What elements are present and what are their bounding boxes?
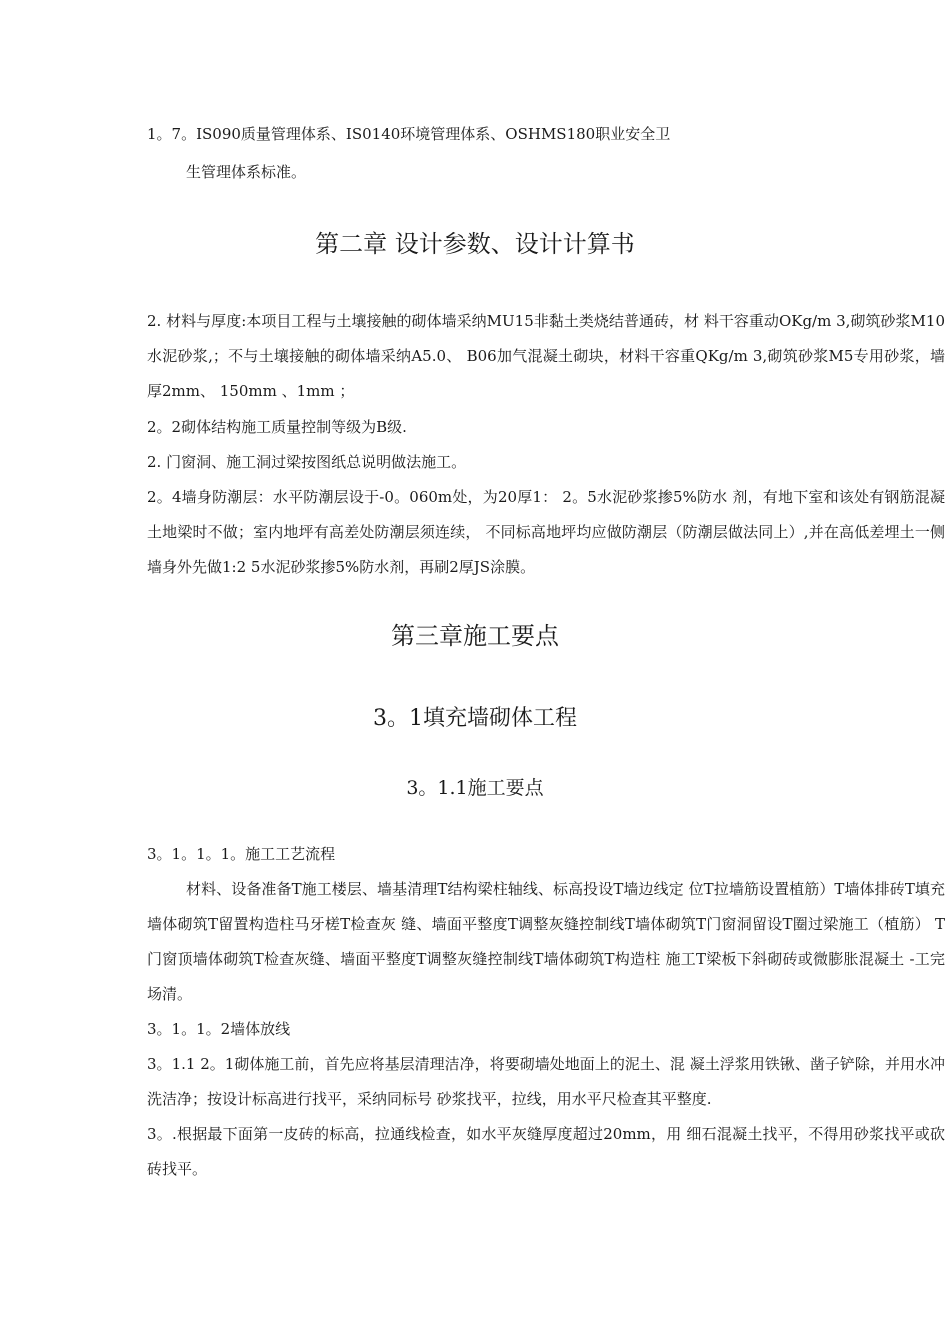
chapter-3-title: 第三章施工要点	[391, 622, 559, 650]
chapter-2-paragraph-lintels: 2. 门窗洞、施工洞过梁按图纸总说明做法施工。	[147, 453, 467, 471]
subsection-3-1-1-title: 3。1.1施工要点	[406, 777, 544, 799]
item-3-1-1-2-title: 3。1。1。2墙体放线	[147, 1020, 291, 1038]
chapter-2-paragraph-materials: 2. 材料与厚度:本项目工程与土壤接触的砌体墙采纳MU15非黏土类烧结普通砖，材 料干容重动OKg/m 3,砌筑砂浆M10水泥砂浆,；不与土壤接触的砌体墙采纳A5.0、 B06加气混凝土砌块，材料干容重QKg/m 3,砌筑砂浆M5专用砂浆，墙厚2mm、 150mm 、1mm ；	[147, 312, 945, 400]
item-3-1-1-1-body: 材料、设备准备T施工楼层、墙基清理T结构梁柱轴线、标高投设T墙边线定 位T拉墙筋设置植筋）T墙体排砖T填充墙体砌筑T留置构造柱马牙槎T检查灰 缝、墙面平整度T调整灰缝控制线T墙体砌筑T门窗洞留设T圈过梁施工（植筋） T门窗顶墙体砌筑T检查灰缝、墙面平整度T调整灰缝控制线T墙体砌筑T构造柱 施工T梁板下斜砌砖或微膨胀混凝土 -工完场清。	[147, 880, 945, 1003]
item-3-1-1-1-title: 3。1。1。1。施工工艺流程	[147, 845, 336, 863]
chapter-2-paragraph-quality: 2。2砌体结构施工质量控制等级为B级.	[147, 418, 407, 436]
section-3-1-title: 3。1填充墙砌体工程	[373, 706, 577, 731]
item-3-1-1-2-body-2: 3。.根据最下面第一皮砖的标高，拉通线检查，如水平灰缝厚度超过20mm，用 细石混凝土找平，不得用砂浆找平或砍砖找平。	[147, 1125, 945, 1178]
chapter-2-paragraph-dampproof: 2。4墙身防潮层：水平防潮层设于-0。060m处，为20厚1： 2。5水泥砂浆掺5%防水 剂，有地下室和该处有钢筋混凝土地梁时不做；室内地坪有高差处防潮层须连续， 不同标高地坪均应做防潮层（防潮层做法同上）,并在高低差埋土一侧墙身外先做1:2 5水泥砂浆掺5%防水剂，再刷2厚JS涂膜。	[147, 488, 945, 576]
intro-line-1: 1。7。IS090质量管理体系、IS0140环境管理体系、OSHMS180职业安全卫	[147, 125, 671, 143]
item-3-1-1-2-body-1: 3。1.1 2。1砌体施工前，首先应将基层清理洁净，将要砌墙处地面上的泥土、混 凝土浮浆用铁锹、凿子铲除，并用水冲洗洁净；按设计标高进行找平，采纳同标号 砂浆找平，拉线，用水平尺检查其平整度.	[147, 1055, 945, 1108]
intro-line-2: 生管理体系标准。	[186, 163, 307, 181]
chapter-2-title: 第二章 设计参数、设计计算书	[315, 230, 635, 258]
